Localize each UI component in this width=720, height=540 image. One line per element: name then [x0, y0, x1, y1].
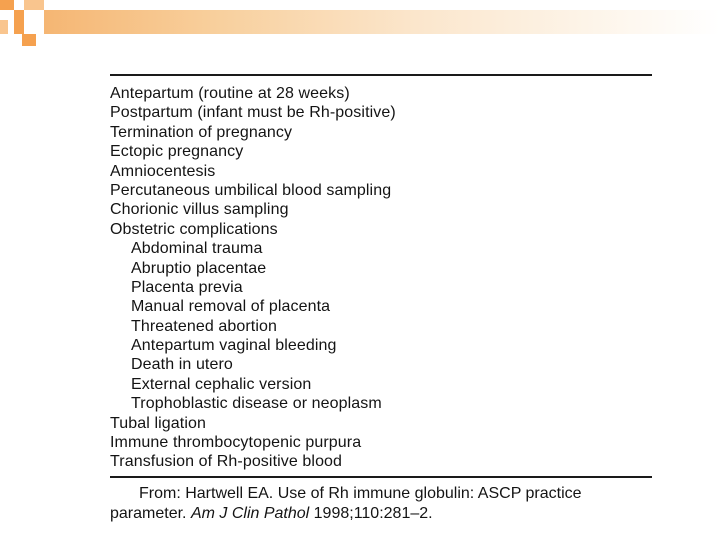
corner-square-top-left — [0, 0, 14, 10]
list-item: Tubal ligation — [110, 414, 206, 432]
citation — [110, 484, 655, 524]
list-item: Transfusion of Rh-positive blood — [110, 453, 343, 471]
citation-line-1: From: Hartwell EA. Use of Rh immune globulin: ASCP practice — [139, 485, 582, 502]
table-bottom-rule — [110, 476, 652, 478]
list-item: Termination of pregnancy — [110, 123, 293, 141]
list-item: Amniocentesis — [110, 162, 216, 180]
corner-square-left — [0, 20, 8, 34]
list-subitem: Abruptio placentae — [131, 259, 267, 277]
list-subitem: Death in utero — [131, 356, 233, 374]
list-subitem: Manual removal of placenta — [131, 298, 331, 316]
list-item: Postpartum (infant must be Rh-positive) — [110, 104, 396, 122]
corner-square-bottom — [22, 34, 36, 46]
header-gradient-bar — [44, 10, 720, 34]
citation-suffix: 1998;110:281–2. — [309, 505, 433, 522]
indication-list — [110, 84, 396, 472]
list-item: Immune thrombocytopenic purpura — [110, 434, 362, 452]
list-item: Antepartum (routine at 28 weeks) — [110, 85, 350, 102]
citation-journal: Am J Clin Pathol — [190, 505, 310, 522]
table-top-rule — [110, 74, 652, 76]
list-item: Obstetric complications — [110, 220, 278, 238]
list-subitem: Trophoblastic disease or neoplasm — [131, 395, 382, 413]
citation-line-2 — [110, 504, 655, 524]
citation-prefix: parameter. — [110, 505, 191, 522]
list-subitem: Threatened abortion — [131, 317, 278, 335]
list-item: Chorionic villus sampling — [110, 201, 289, 219]
list-item: Ectopic pregnancy — [110, 143, 244, 161]
list-subitem: External cephalic version — [131, 375, 312, 393]
list-subitem: Placenta previa — [131, 278, 243, 296]
header-decoration — [0, 0, 720, 48]
corner-square-middle — [14, 10, 24, 34]
list-item: Percutaneous umbilical blood sampling — [110, 181, 392, 199]
list-subitem: Antepartum vaginal bleeding — [131, 337, 337, 355]
list-subitem: Abdominal trauma — [131, 240, 263, 258]
corner-square-top-right — [24, 0, 44, 10]
